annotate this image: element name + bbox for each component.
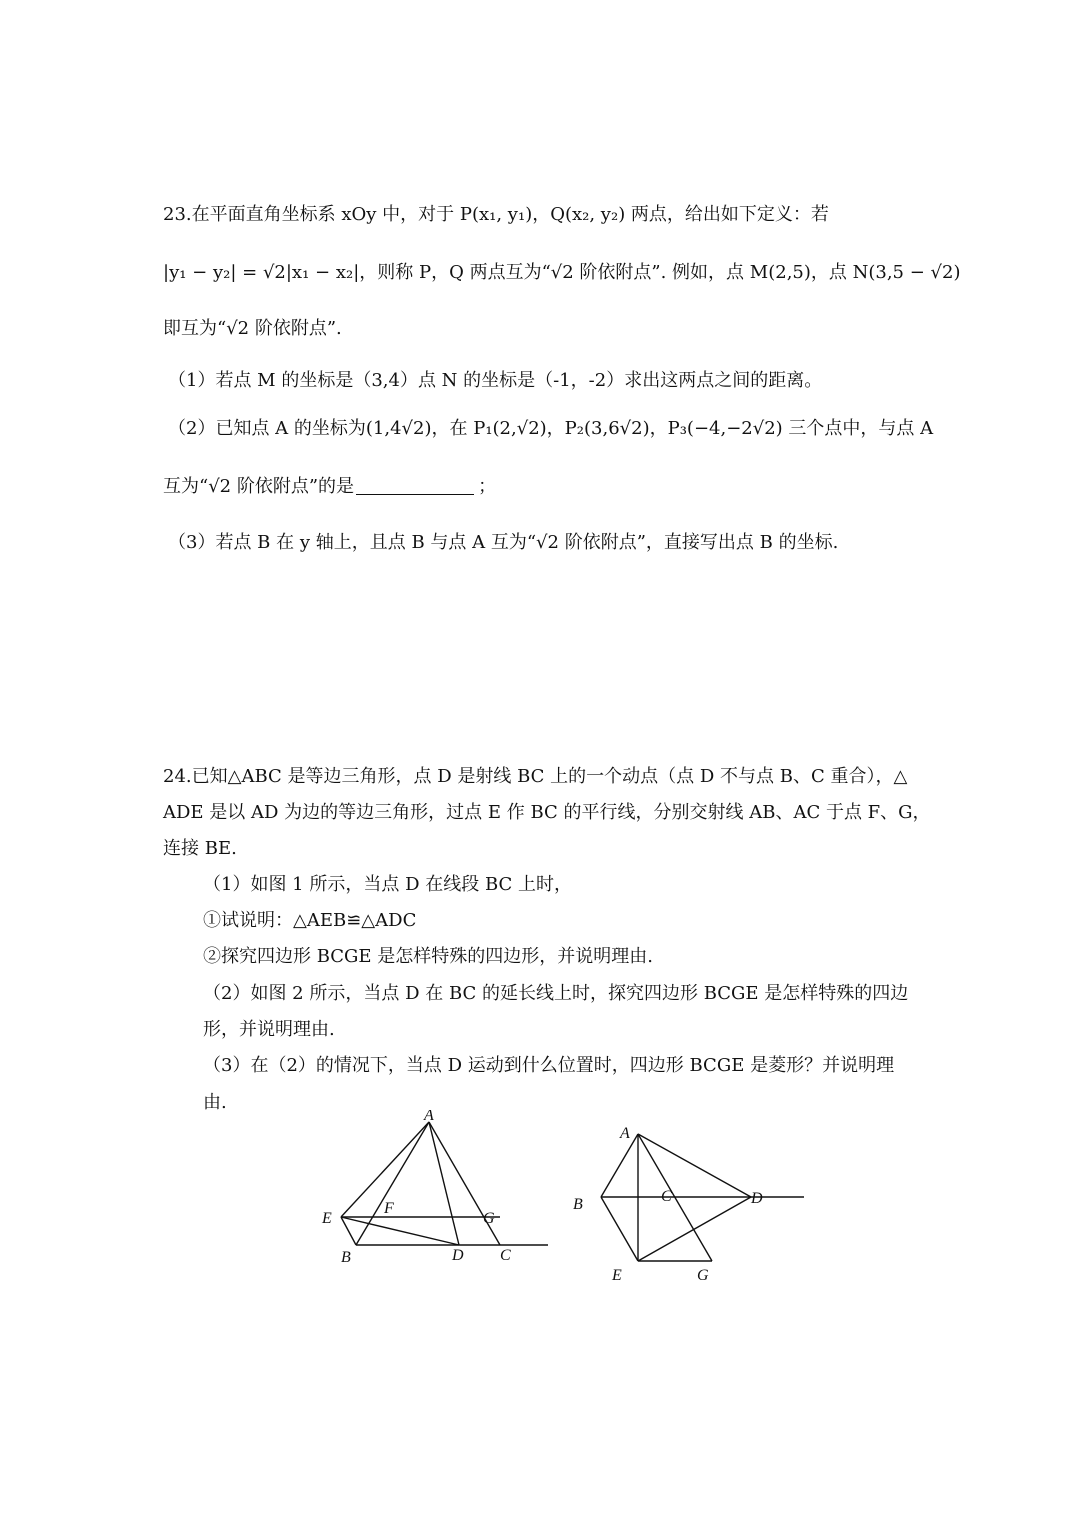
fig2-label-G: G xyxy=(697,1267,709,1284)
fig1-label-C: C xyxy=(500,1247,511,1264)
fig2-segment-AB xyxy=(601,1134,638,1197)
q24-part3-line2: 由. xyxy=(203,1092,227,1113)
fig2-segment-AD xyxy=(638,1134,751,1197)
fig1-label-B: B xyxy=(341,1249,351,1266)
q24-part1-b: ②探究四边形 BCGE 是怎样特殊的四边形，并说明理由. xyxy=(203,946,654,967)
fig1-label-F: F xyxy=(384,1200,394,1217)
figure-2 xyxy=(566,1118,816,1288)
q23-line2: |y₁ − y₂| = √2|x₁ − x₂|，则称 P，Q 两点互为“√2 阶依附点”. 例如，点 M(2,5)，点 N(3,5 − √2) xyxy=(163,262,961,283)
q24-line2: ADE 是以 AD 为边的等边三角形，过点 E 作 BC 的平行线，分别交射线 AB、AC 于点 F、G， xyxy=(163,802,931,823)
q23-part3: （3）若点 B 在 y 轴上，且点 B 与点 A 互为“√2 阶依附点”，直接写出点 B 的坐标. xyxy=(168,532,839,553)
q23-line1: 23.在平面直角坐标系 xOy 中，对于 P(x₁, y₁)，Q(x₂, y₂) 两点，给出如下定义：若 xyxy=(163,204,829,225)
fig1-label-D: D xyxy=(452,1247,464,1264)
fig1-label-E: E xyxy=(322,1210,332,1227)
fig2-segment-DE xyxy=(638,1197,751,1261)
fig2-segment-BE xyxy=(601,1197,638,1261)
q24-line1: 24.已知△ABC 是等边三角形，点 D 是射线 BC 上的一个动点（点 D 不与点 B、C 重合），△ xyxy=(163,766,908,787)
q23-part1: （1）若点 M 的坐标是（3,4）点 N 的坐标是（-1，-2）求出这两点之间的距离。 xyxy=(168,370,823,391)
q24-part3-line1: （3）在（2）的情况下，当点 D 运动到什么位置时，四边形 BCGE 是菱形？并说明理 xyxy=(203,1055,895,1076)
fig1-segment-EB xyxy=(341,1217,356,1245)
q23-part2-line2-suffix: ； xyxy=(478,476,497,497)
q23-part2-line2 xyxy=(163,476,496,498)
fig2-label-E: E xyxy=(612,1267,622,1284)
fig2-label-D: D xyxy=(751,1190,763,1207)
fig2-label-C: C xyxy=(661,1188,672,1205)
fig1-label-A: A xyxy=(424,1110,434,1124)
q23-part2-line2-prefix: 互为“√2 阶依附点”的是 xyxy=(163,476,355,497)
fig2-label-B: B xyxy=(573,1196,583,1213)
q23-line3: 即互为“√2 阶依附点”. xyxy=(163,318,342,339)
figure-1 xyxy=(310,1110,560,1280)
q24-part2-line1: （2）如图 2 所示，当点 D 在 BC 的延长线上时，探究四边形 BCGE 是怎样特殊的四边 xyxy=(203,983,909,1004)
fig1-segment-AD xyxy=(429,1122,459,1245)
q24-part2-line2: 形，并说明理由. xyxy=(203,1019,335,1040)
fig1-segment-AB xyxy=(356,1122,429,1245)
fig1-label-G: G xyxy=(483,1210,495,1227)
q24-part1: （1）如图 1 所示，当点 D 在线段 BC 上时， xyxy=(203,874,572,895)
q23-part2-line1: （2）已知点 A 的坐标为(1,4√2)，在 P₁(2,√2)，P₂(3,6√2)，P₃(−4,−2√2) 三个点中，与点 A xyxy=(168,418,934,439)
q24-line3: 连接 BE. xyxy=(163,838,237,859)
fig2-label-A: A xyxy=(620,1125,630,1142)
q24-part1-a: ①试说明：△AEB≌△ADC xyxy=(203,910,417,931)
answer-blank[interactable] xyxy=(356,476,474,495)
